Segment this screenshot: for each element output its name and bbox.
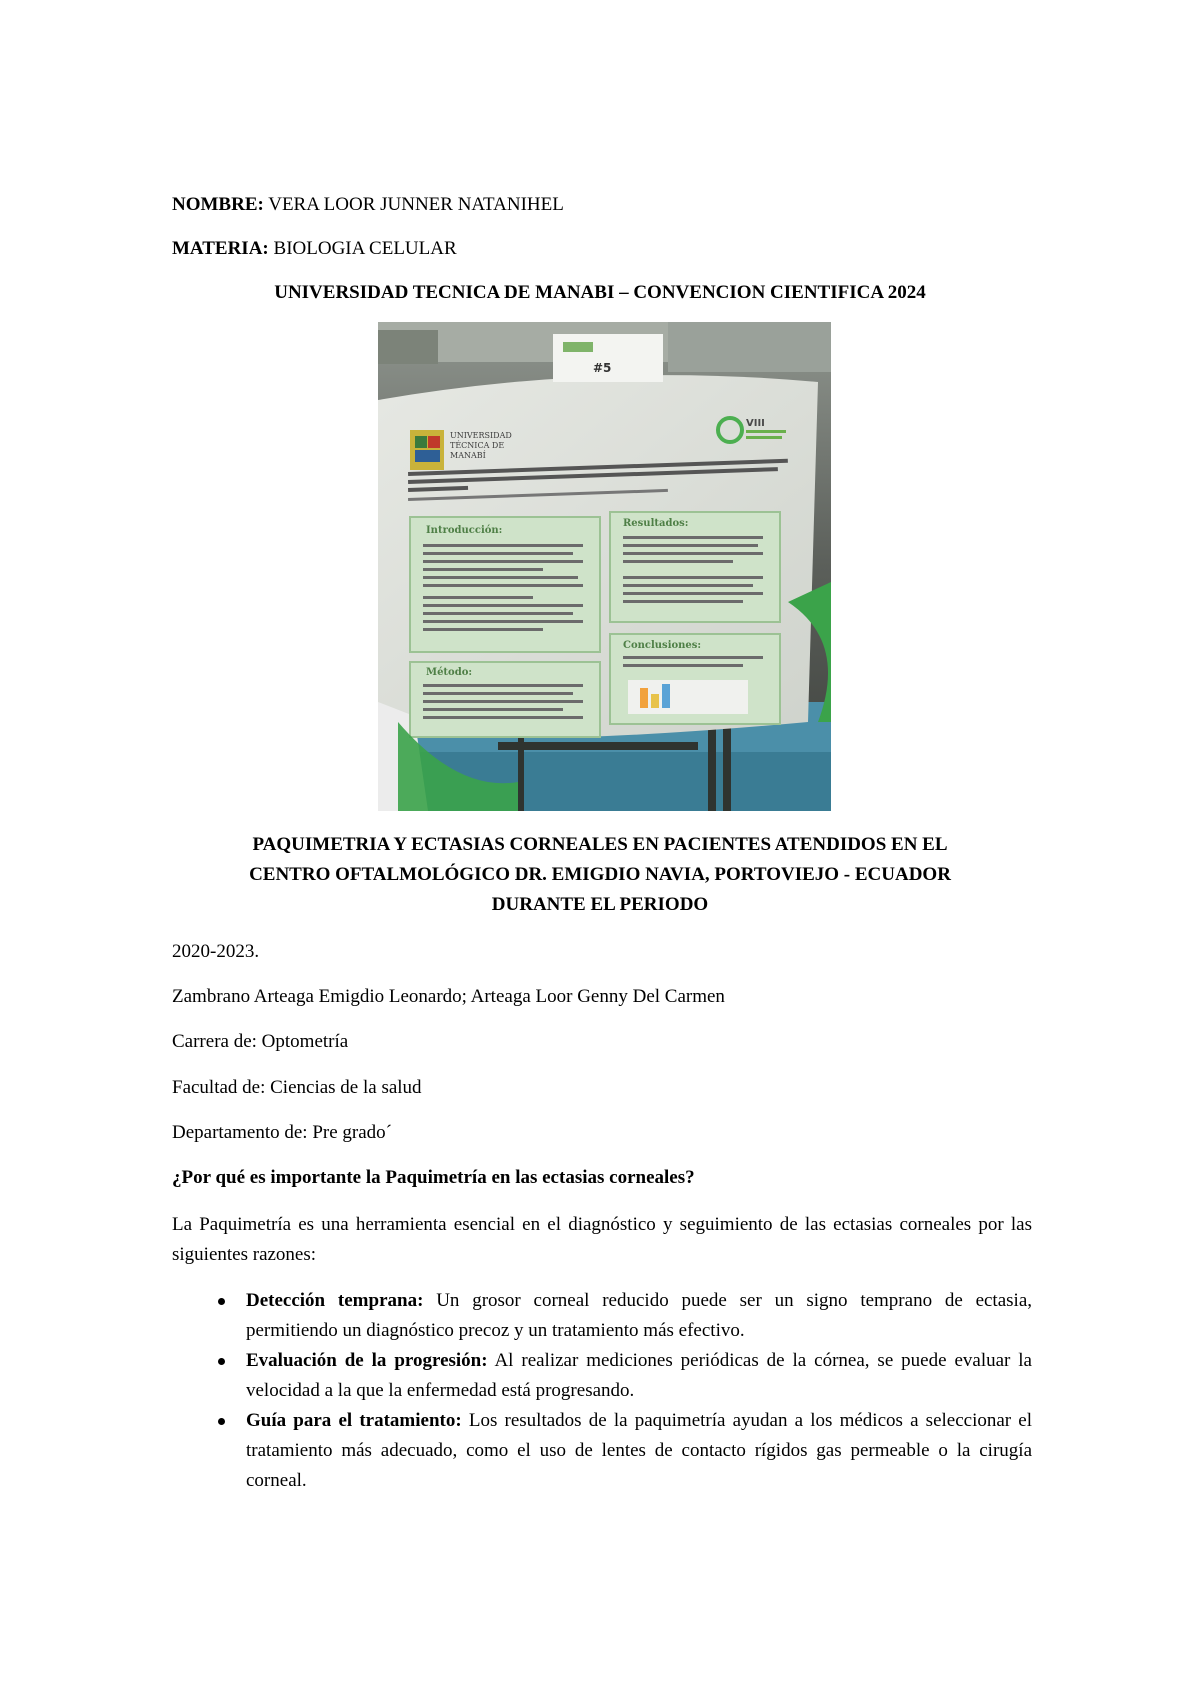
article-title-line-1: PAQUIMETRIA Y ECTASIAS CORNEALES EN PACIENTES ATENDIDOS EN EL: [252, 834, 948, 855]
student-name-line: [172, 193, 564, 217]
reason-label: Detección temprana:: [246, 1290, 424, 1311]
event-title: UNIVERSIDAD TECNICA DE MANABI – CONVENCION CIENTIFICA 2024: [274, 282, 926, 303]
poster-uni-line-3: MANABÍ: [450, 451, 486, 460]
reason-text: Los resultados de la paquimetría ayudan a los médicos a seleccionar el tratamiento más adecuado, como el uso de lentes de contacto rígidos gas permeable o la cirugía corneal.: [246, 1410, 1032, 1491]
subject-value: BIOLOGIA CELULAR: [268, 238, 457, 259]
poster-section-conclusions: Conclusiones:: [623, 640, 702, 651]
article-title-line-2: CENTRO OFTALMOLÓGICO DR. EMIGDIO NAVIA, PORTOVIEJO - ECUADOR: [249, 864, 951, 885]
poster-uni-line-1: UNIVERSIDAD: [450, 431, 512, 440]
poster-section-intro: Introducción:: [426, 525, 503, 536]
poster-tag-number: #5: [593, 361, 612, 375]
poster-uni-line-2: TÉCNICA DE: [450, 441, 505, 450]
bullet-icon: [218, 1298, 225, 1305]
reason-label: Guía para el tratamiento:: [246, 1410, 462, 1431]
list-item: [172, 1286, 1032, 1346]
reasons-list: [172, 1286, 1032, 1496]
poster-section-results: Resultados:: [623, 518, 689, 529]
bullet-icon: [218, 1358, 225, 1365]
poster-section-method: Método:: [426, 667, 473, 678]
article-department: Departamento de: Pre grado´: [172, 1122, 392, 1143]
reason-text: Un grosor corneal reducido puede ser un signo temprano de ectasia, permitiendo un diagnóstico precoz y un tratamiento más efectivo.: [246, 1290, 1033, 1341]
poster-photo-drawing: [378, 322, 831, 811]
bullet-icon: [218, 1418, 225, 1425]
article-period: 2020-2023.: [172, 941, 260, 962]
list-item: [172, 1346, 1032, 1406]
reason-text: Al realizar mediciones periódicas de la córnea, se puede evaluar la velocidad a la que la enfermedad está progresando.: [246, 1350, 1032, 1401]
article-authors: Zambrano Arteaga Emigdio Leonardo; Arteaga Loor Genny Del Carmen: [172, 986, 725, 1007]
reason-label: Evaluación de la progresión:: [246, 1350, 488, 1371]
list-item: [172, 1406, 1032, 1496]
poster-badge: VIII: [746, 418, 765, 429]
subject-label: MATERIA:: [172, 238, 269, 259]
article-title-line-3: DURANTE EL PERIODO: [491, 894, 709, 915]
article-career: Carrera de: Optometría: [172, 1031, 349, 1052]
poster-photo: [378, 322, 831, 811]
subject-line: [172, 237, 457, 261]
article-question: ¿Por qué es importante la Paquimetría en las ectasias corneales?: [172, 1167, 695, 1188]
student-name-value: VERA LOOR JUNNER NATANIHEL: [263, 194, 564, 215]
student-name-label: NOMBRE:: [172, 194, 264, 215]
article-intro-paragraph: La Paquimetría es una herramienta esencial en el diagnóstico y seguimiento de las ectasias corneales por las siguientes razones:: [172, 1214, 1032, 1265]
article-faculty: Facultad de: Ciencias de la salud: [172, 1077, 422, 1098]
